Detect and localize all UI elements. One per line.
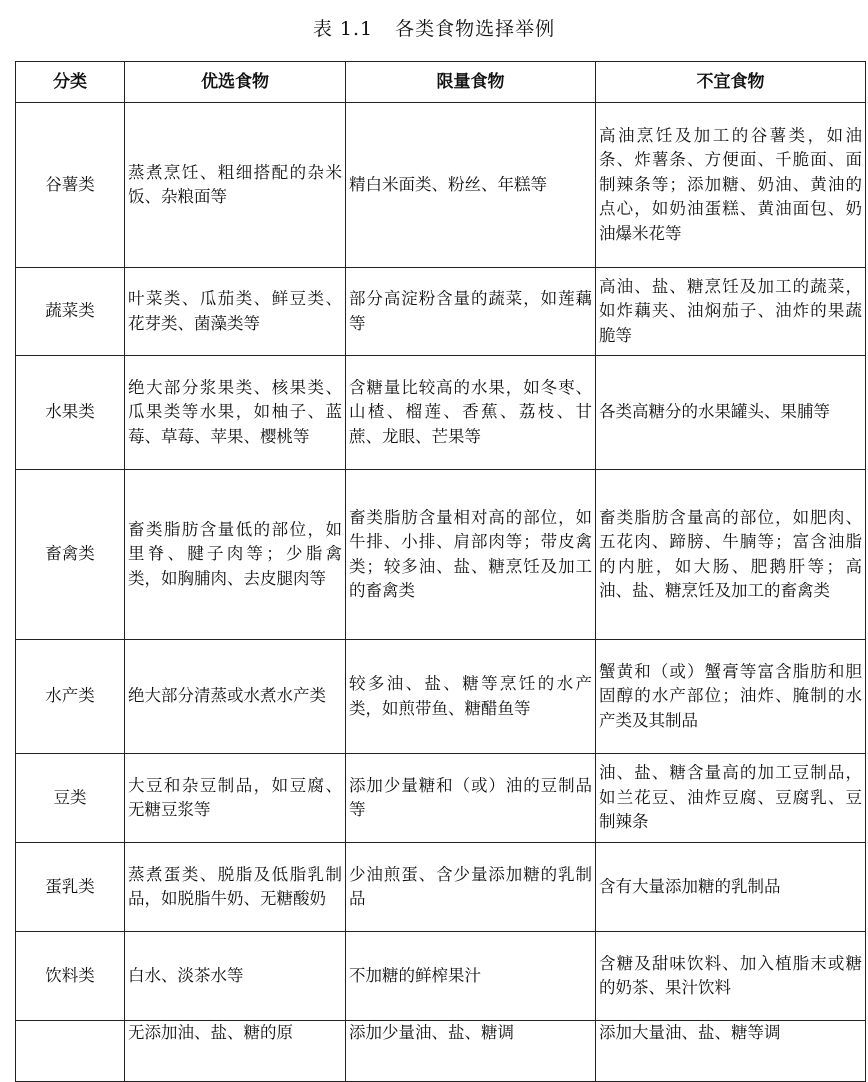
preferred-cell: 白水、淡茶水等 (125, 932, 346, 1021)
category-cell: 蛋乳类 (16, 843, 125, 932)
table-row (16, 470, 866, 640)
category-cell (16, 1021, 125, 1082)
table-caption: 各类食物选择举例 (395, 18, 556, 40)
avoid-cell: 蟹黄和（或）蟹膏等富含脂肪和胆固醇的水产部位；油炸、腌制的水产类及其制品 (596, 640, 866, 754)
avoid-cell: 高油、盐、糖烹饪及加工的蔬菜，如炸藕夹、油焖茄子、油炸的果蔬脆等 (596, 268, 866, 356)
preferred-cell: 绝大部分清蒸或水煮水产类 (125, 640, 346, 754)
limited-cell: 畜类脂肪含量相对高的部位，如牛排、小排、肩部肉等；带皮禽类；较多油、盐、糖烹饪及加工的畜禽类 (346, 470, 596, 640)
preferred-cell: 蒸煮烹饪、粗细搭配的杂米饭、杂粮面等 (125, 103, 346, 268)
table-row (16, 356, 866, 470)
category-cell: 水产类 (16, 640, 125, 754)
limited-cell: 精白米面类、粉丝、年糕等 (346, 103, 596, 268)
avoid-cell: 畜类脂肪含量高的部位，如肥肉、五花肉、蹄膀、牛腩等；富含油脂的内脏，如大肠、肥鹅肝等；高油、盐、糖烹饪及加工的畜禽类 (596, 470, 866, 640)
table-row (16, 843, 866, 932)
header-limited: 限量食物 (346, 62, 596, 103)
limited-cell: 部分高淀粉含量的蔬菜，如莲藕等 (346, 268, 596, 356)
preferred-cell: 畜类脂肪含量低的部位，如里脊、腱子肉等；少脂禽类，如胸脯肉、去皮腿肉等 (125, 470, 346, 640)
limited-cell: 含糖量比较高的水果，如冬枣、山楂、榴莲、香蕉、荔枝、甘蔗、龙眼、芒果等 (346, 356, 596, 470)
header-preferred: 优选食物 (125, 62, 346, 103)
avoid-cell: 含糖及甜味饮料、加入植脂末或糖的奶茶、果汁饮料 (596, 932, 866, 1021)
limited-cell: 少油煎蛋、含少量添加糖的乳制品 (346, 843, 596, 932)
avoid-cell: 高油烹饪及加工的谷薯类，如油条、炸薯条、方便面、千脆面、面制辣条等；添加糖、奶油、黄油的点心，如奶油蛋糕、黄油面包、奶油爆米花等 (596, 103, 866, 268)
category-cell: 畜禽类 (16, 470, 125, 640)
header-avoid: 不宜食物 (596, 62, 866, 103)
limited-cell: 添加少量糖和（或）油的豆制品等 (346, 754, 596, 843)
avoid-cell: 含有大量添加糖的乳制品 (596, 843, 866, 932)
preferred-cell: 大豆和杂豆制品，如豆腐、无糖豆浆等 (125, 754, 346, 843)
table-row (16, 103, 866, 268)
table-row (16, 1021, 866, 1082)
table-header-row (16, 62, 866, 103)
avoid-cell: 油、盐、糖含量高的加工豆制品，如兰花豆、油炸豆腐、豆腐乳、豆制辣条 (596, 754, 866, 843)
table-row (16, 932, 866, 1021)
table-title (0, 14, 868, 41)
preferred-cell: 蒸煮蛋类、脱脂及低脂乳制品，如脱脂牛奶、无糖酸奶 (125, 843, 346, 932)
avoid-cell: 添加大量油、盐、糖等调 (596, 1021, 866, 1082)
table-number: 表 1.1 (312, 18, 374, 40)
limited-cell: 较多油、盐、糖等烹饪的水产类，如煎带鱼、糖醋鱼等 (346, 640, 596, 754)
category-cell: 蔬菜类 (16, 268, 125, 356)
preferred-cell: 叶菜类、瓜茄类、鲜豆类、花芽类、菌藻类等 (125, 268, 346, 356)
table-row (16, 640, 866, 754)
preferred-cell: 无添加油、盐、糖的原 (125, 1021, 346, 1082)
category-cell: 谷薯类 (16, 103, 125, 268)
category-cell: 豆类 (16, 754, 125, 843)
table-row (16, 268, 866, 356)
header-category: 分类 (16, 62, 125, 103)
avoid-cell: 各类高糖分的水果罐头、果脯等 (596, 356, 866, 470)
limited-cell: 不加糖的鲜榨果汁 (346, 932, 596, 1021)
table-row (16, 754, 866, 843)
food-selection-table (15, 61, 866, 1082)
category-cell: 饮料类 (16, 932, 125, 1021)
limited-cell: 添加少量油、盐、糖调 (346, 1021, 596, 1082)
category-cell: 水果类 (16, 356, 125, 470)
preferred-cell: 绝大部分浆果类、核果类、瓜果类等水果，如柚子、蓝莓、草莓、苹果、樱桃等 (125, 356, 346, 470)
